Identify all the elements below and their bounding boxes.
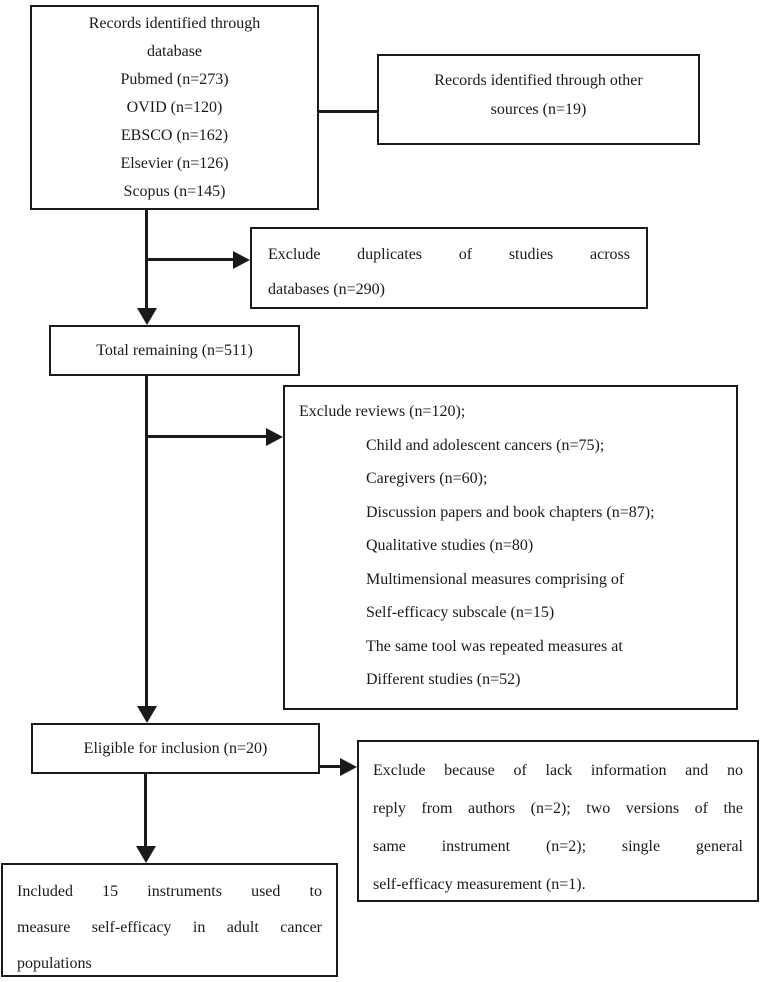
text-line: database: [146, 43, 203, 60]
total-remaining-label: Total remaining (n=511): [96, 341, 253, 359]
text-line: Child and adolescent cancers (n=75);: [366, 436, 605, 454]
text-line: Exclude duplicates of studies across: [268, 246, 630, 263]
eligible-label: Eligible for inclusion (n=20): [83, 739, 268, 757]
total-remaining-box: [49, 325, 300, 376]
text-line: reply from authors (n=2); two versions of the: [373, 800, 743, 817]
text-line: Scopus (n=145): [123, 183, 226, 200]
connector-to-exclude-duplicates: [147, 258, 234, 261]
included-box: [1, 863, 338, 977]
exclusion-reasons-box: [283, 385, 738, 710]
text-line: Exclude because of lack information and no: [373, 762, 743, 779]
eligible-box: [31, 723, 320, 774]
text-line: Records identified through other: [434, 72, 643, 89]
text-line: Records identified through: [88, 15, 261, 32]
text-line: Different studies (n=52): [366, 671, 521, 688]
arrowhead-down-to-included: [136, 846, 156, 863]
text-line: Included 15 instruments used to: [17, 883, 322, 900]
text-line: self-efficacy measurement (n=1).: [373, 876, 586, 893]
text-line: Pubmed (n=273): [120, 71, 229, 88]
arrowhead-down-to-eligible: [137, 706, 157, 723]
exclude-duplicates-box: [250, 227, 648, 309]
text-line: sources (n=19): [490, 101, 587, 118]
text-line: EBSCO (n=162): [120, 127, 229, 144]
arrowhead-right-to-exclude-final: [340, 758, 357, 776]
arrowhead-right-to-exclude-reasons: [266, 428, 283, 446]
connector-eligible-to-included: [144, 774, 147, 846]
text-line: Caregivers (n=60);: [366, 470, 488, 487]
text-line: OVID (n=120): [126, 99, 223, 116]
final-exclusion-box: [357, 740, 759, 902]
other-sources-box: [377, 54, 700, 145]
database-records-box: [30, 5, 319, 210]
connector-total-to-eligible: [145, 376, 148, 706]
text-line: Elsevier (n=126): [120, 155, 229, 172]
text-line: Qualitative studies (n=80): [366, 537, 534, 554]
arrowhead-right-to-exclude-duplicates: [233, 251, 250, 269]
text-line: Self-efficacy subscale (n=15): [366, 604, 555, 621]
text-line: Multimensional measures comprising of: [366, 570, 625, 588]
exclusion-reasons-indented-lines: [299, 429, 722, 697]
connector-to-exclude-reasons: [147, 435, 267, 438]
connector-db-to-other-sources: [319, 110, 377, 113]
text-line: databases (n=290): [268, 281, 385, 298]
arrowhead-down-to-total: [137, 308, 157, 325]
text-line: The same tool was repeated measures at: [366, 637, 623, 655]
text-line: populations: [17, 955, 92, 972]
connector-eligible-to-exclude-final: [320, 765, 341, 768]
text-line: Discussion papers and book chapters (n=87);: [366, 503, 655, 521]
text-line: same instrument (n=2); single general: [373, 838, 743, 855]
exclusion-reasons-first-line: Exclude reviews (n=120);: [299, 403, 466, 420]
text-line: measure self-efficacy in adult cancer: [17, 919, 322, 936]
